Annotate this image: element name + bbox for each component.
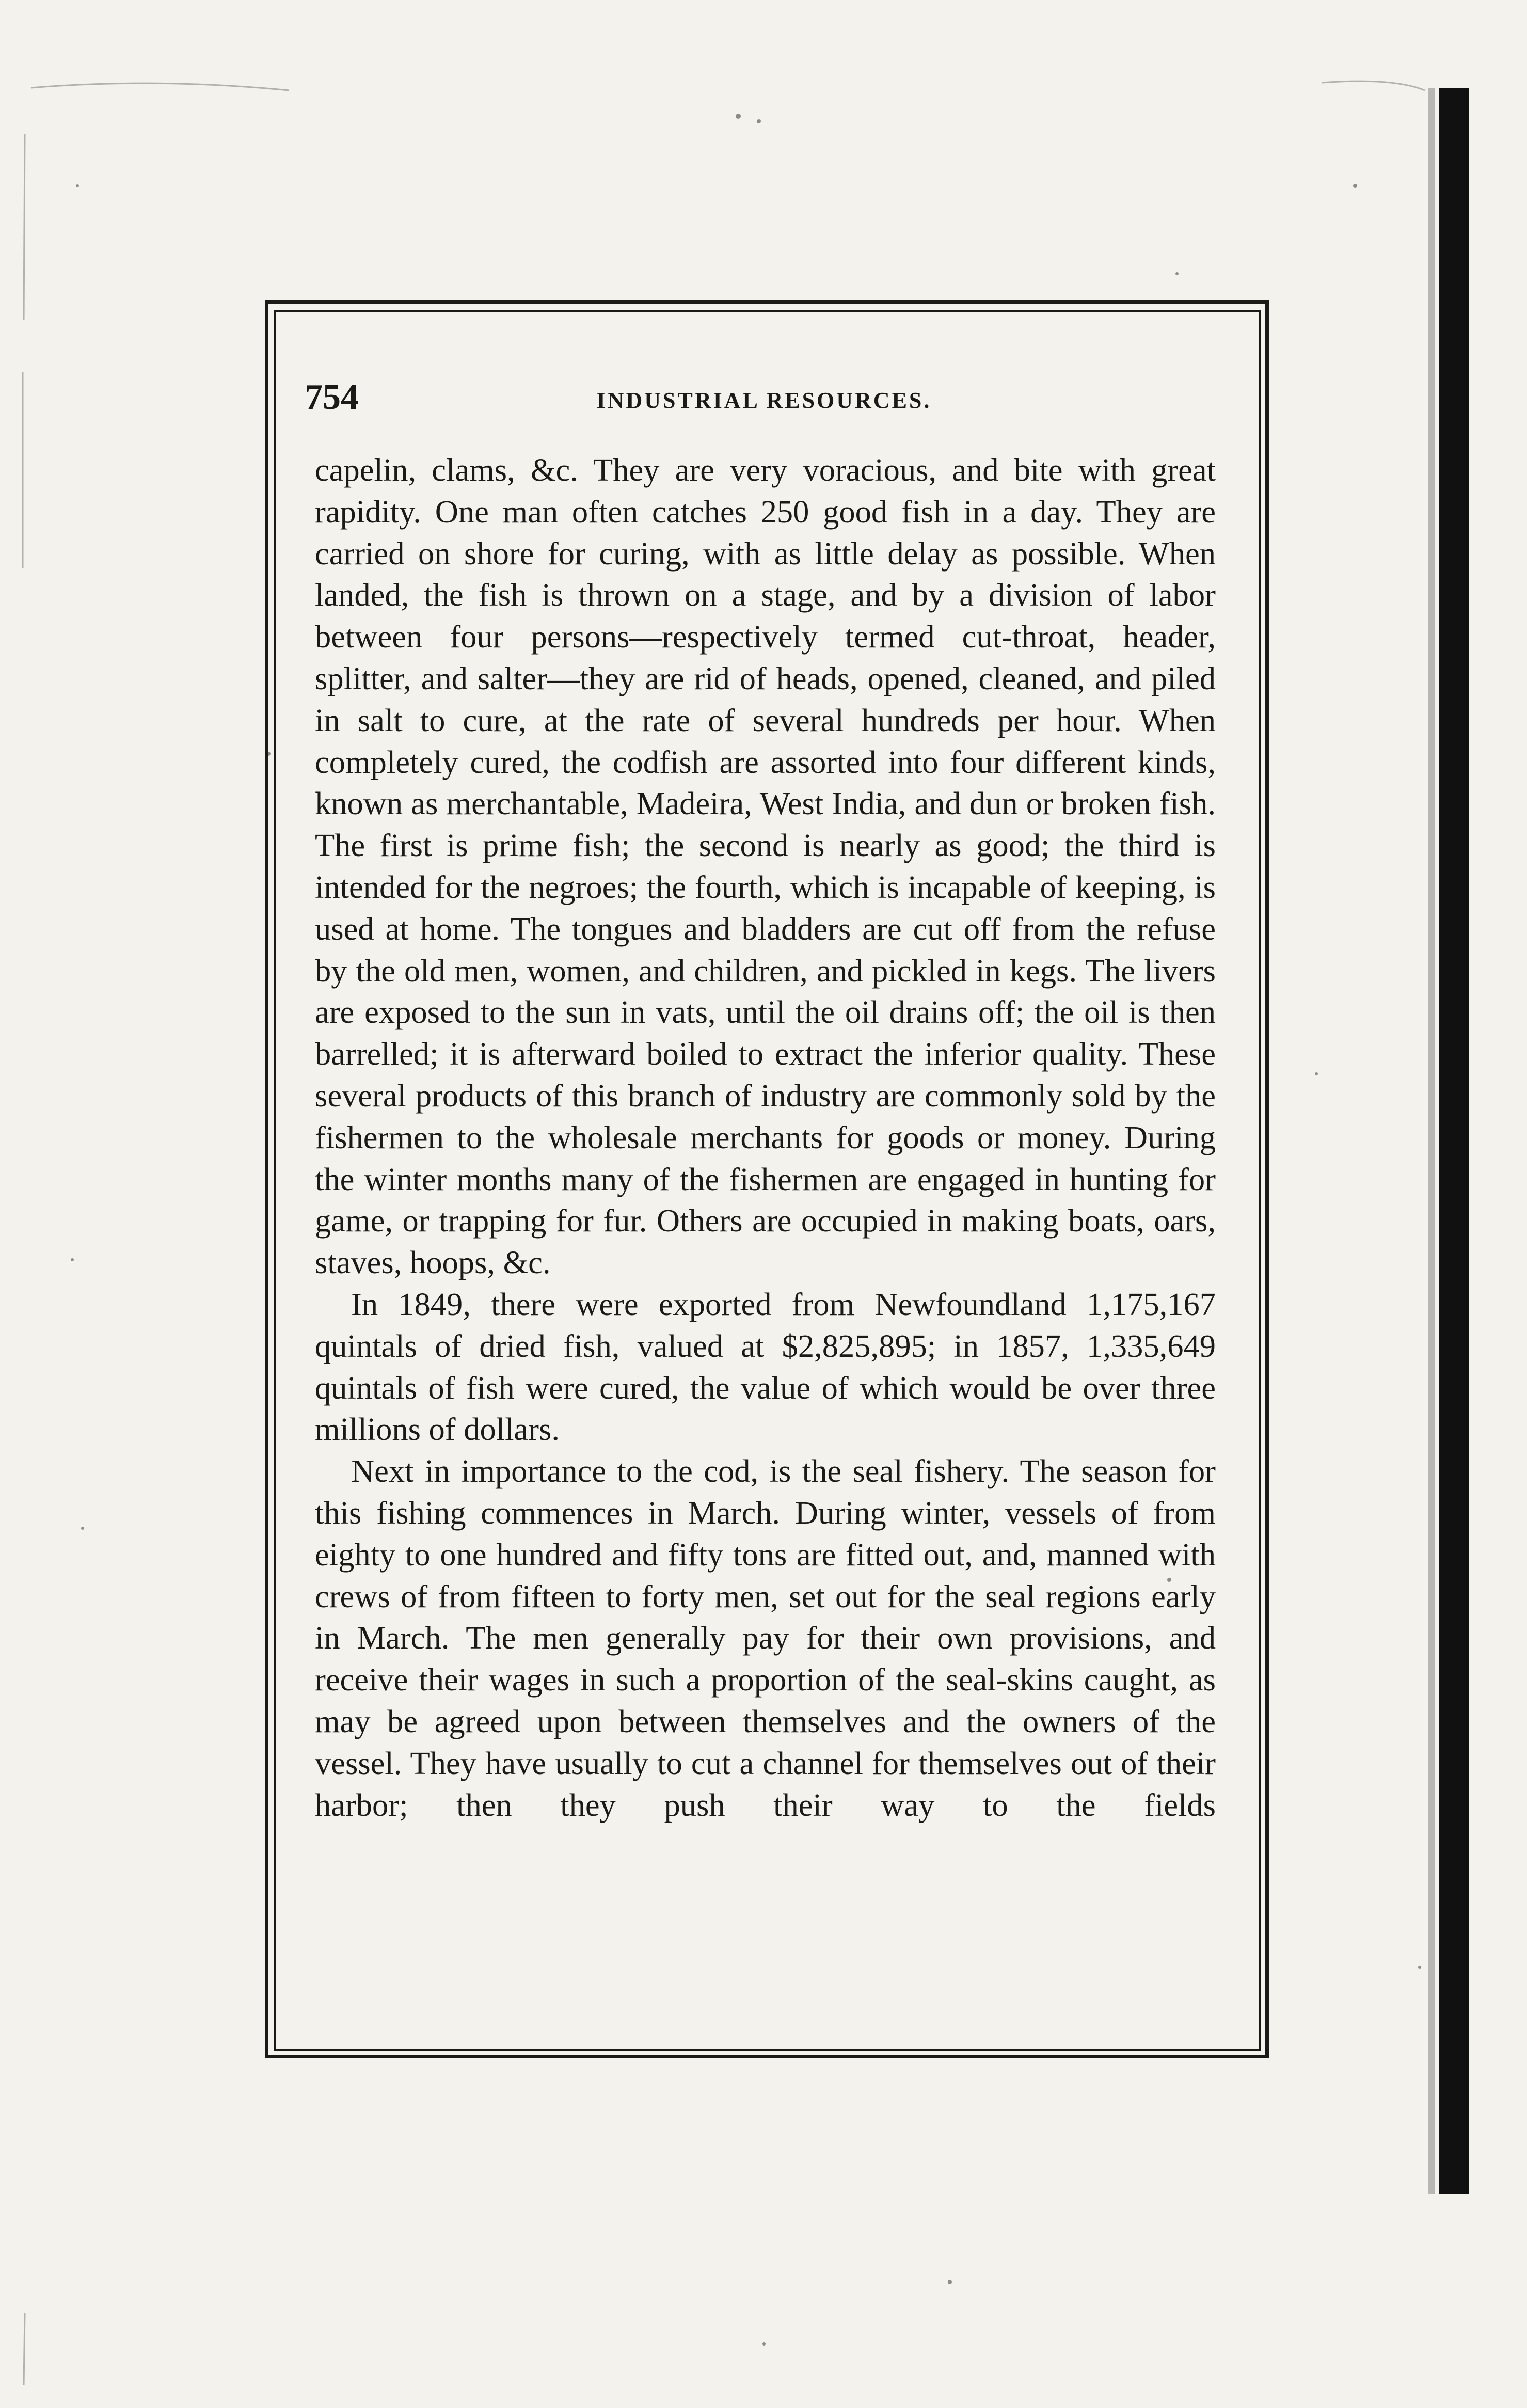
paragraph: capelin, clams, &c. They are very voracious, and bite with great rapidity. One man often catches 250 good fish in a day. They are carried on shore for curing, with as little delay as possible. When landed, the fish is thrown on a stage, and by a division of labor between four persons—respectively termed cut-throat, header, splitter, and salter—they are rid of heads, opened, cleaned, and piled in salt to cure, at the rate of several hundreds per hour. When completely cured, the codfish are assorted into four different kinds, known as merchantable, Madeira, West India, and dun or broken fish. The first is prime fish; the second is nearly as good; the third is intended for the negroes; the fourth, which is incapable of keeping, is used at home. The tongues and bladders are cut off from the refuse by the old men, women, and children, and pickled in kegs. The livers are exposed to the sun in vats, until the oil drains off; the oil is then barrelled; it is afterward boiled to extract the inferior quality. These several products of this branch of industry are commonly sold by the fishermen to the wholesale merchants for goods or money. During the winter months many of the fishermen are engaged in hunting for game, or trapping for fur. Others are occupied in making boats, oars, staves, hoops, &c. xyxy=(315,452,1216,1281)
paragraph: In 1849, there were exported from Newfoundland 1,175,167 quintals of dried fish, valued at $2,825,895; in 1857, 1,335,649 quintals of fish were cured, the value of which would be over three millions of dollars. xyxy=(315,1286,1216,1448)
body-text xyxy=(315,449,1216,1826)
section-title: INDUSTRIAL RESOURCES. xyxy=(596,388,932,413)
running-head xyxy=(305,377,1223,423)
paragraph: Next in importance to the cod, is the seal fishery. The season for this fishing commences in March. During winter, vessels of from eighty to one hundred and fifty tons are fitted out, and, manned with crews of from fifteen to forty men, set out for the seal regions early in March. The men generally pay for their own provisions, and receive their wages in such a proportion of the seal-skins caught, as may be agreed upon between themselves and the owners of the vessel. They have usually to cut a channel for themselves out of their harbor; then they push their way to the fields xyxy=(315,1453,1216,1823)
page-number: 754 xyxy=(305,377,359,417)
